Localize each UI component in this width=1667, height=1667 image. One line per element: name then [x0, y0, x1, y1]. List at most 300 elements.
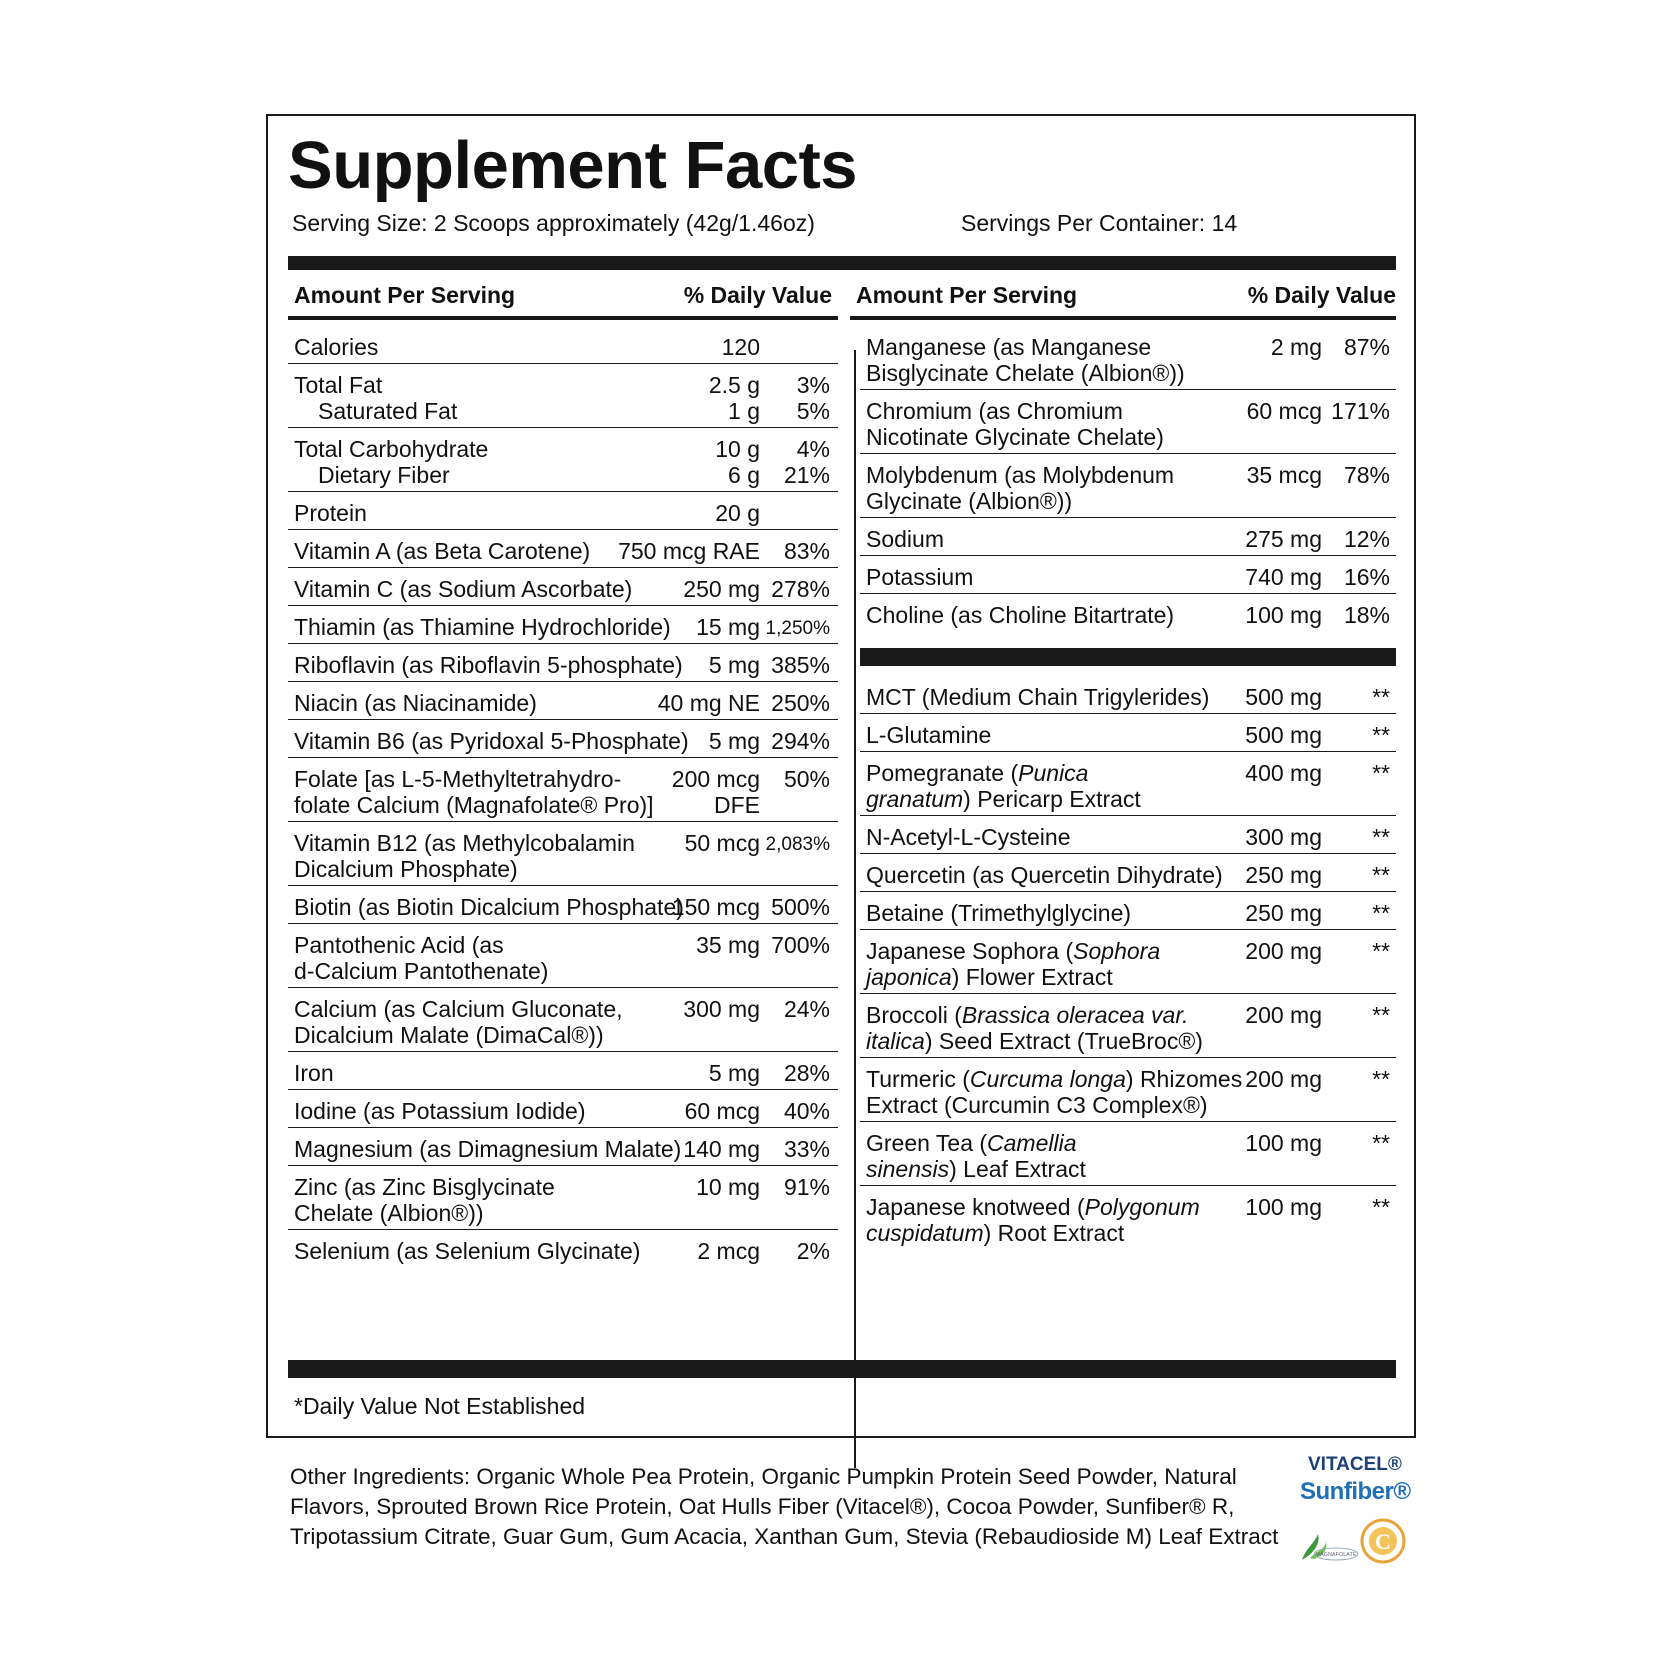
nutrient-name-line: Niacin (as Niacinamide)	[294, 690, 537, 716]
nutrient-amount-line: 2.5 g	[708, 372, 760, 398]
daily-value-line: **	[1372, 1194, 1390, 1220]
nutrient-amount-line: 15 mg	[696, 614, 760, 640]
nutrient-row	[860, 752, 1396, 816]
nutrient-amount	[1247, 398, 1322, 424]
nutrient-amount	[672, 894, 760, 920]
nutrient-amount-line: 200 mg	[1245, 1002, 1322, 1028]
nutrient-row	[860, 326, 1396, 390]
nutrient-name	[294, 690, 537, 716]
nutrient-name-line: Iodine (as Potassium Iodide)	[294, 1098, 586, 1124]
nutrient-name	[866, 900, 1131, 926]
nutrient-name-line: Saturated Fat	[318, 398, 458, 424]
nutrient-name	[866, 1066, 1242, 1118]
nutrient-row	[288, 822, 838, 886]
nutrient-amount-line: 100 mg	[1245, 1130, 1322, 1156]
nutrient-amount-line: 500 mg	[1245, 722, 1322, 748]
magnafolate-logo-text: MAGNAFOLATE	[1315, 1552, 1357, 1558]
daily-value-line: 28%	[783, 1060, 830, 1086]
nutrient-amount-line: 140 mg	[683, 1136, 760, 1162]
daily-value-line: 5%	[796, 398, 830, 424]
nutrient-row	[288, 364, 838, 428]
nutrient-row	[288, 606, 838, 644]
nutrient-row	[288, 1052, 838, 1090]
nutrient-daily-value	[1331, 398, 1390, 424]
nutrient-row	[860, 930, 1396, 994]
daily-value-line: 24%	[783, 996, 830, 1022]
nutrient-row	[860, 676, 1396, 714]
nutrient-amount	[1245, 1194, 1322, 1220]
nutrient-name-line: Green Tea (Camellia	[866, 1130, 1077, 1156]
daily-value-line: **	[1372, 900, 1390, 926]
nutrient-name-line: Sodium	[866, 526, 944, 552]
nutrient-name	[294, 1060, 334, 1086]
other-ingredients	[290, 1462, 1279, 1552]
nutrient-row	[860, 518, 1396, 556]
nutrient-amount-line: 40 mg NE	[657, 690, 760, 716]
nutrient-amount-line: 500 mg	[1245, 684, 1322, 710]
nutrient-name-line: japonica) Flower Extract	[866, 964, 1113, 990]
svg-text:C: C	[1375, 1529, 1391, 1554]
nutrient-amount-line: 250 mg	[1245, 900, 1322, 926]
nutrient-daily-value	[766, 832, 830, 858]
nutrient-daily-value	[1372, 1130, 1390, 1156]
nutrient-daily-value	[771, 932, 830, 958]
nutrient-name	[294, 652, 683, 678]
nutrient-amount	[709, 728, 760, 754]
nutrient-name	[294, 830, 635, 882]
nutrient-name-line: Riboflavin (as Riboflavin 5-phosphate)	[294, 652, 683, 678]
nutrient-daily-value	[1344, 526, 1390, 552]
nutrient-amount	[618, 538, 760, 564]
nutrient-amount-line: 60 mcg	[1246, 398, 1322, 424]
nutrient-amount-line: 740 mg	[1245, 564, 1322, 590]
nutrient-daily-value	[784, 538, 830, 564]
nutrient-row	[288, 492, 838, 530]
nutrient-amount	[1245, 564, 1322, 590]
nutrient-row	[860, 454, 1396, 518]
nutrient-amount	[683, 576, 760, 602]
nutrient-daily-value	[1344, 334, 1390, 360]
nutrient-daily-value	[1372, 862, 1390, 888]
left-nutrient-list	[288, 326, 838, 1268]
nutrient-name	[866, 564, 973, 590]
nutrient-amount-line: 2 mcg	[697, 1238, 760, 1264]
nutrient-row	[860, 1122, 1396, 1186]
nutrient-row	[860, 854, 1396, 892]
nutrient-amount-line: 6 g	[728, 462, 760, 488]
nutrient-daily-value	[784, 1174, 830, 1200]
nutrient-name	[294, 1238, 640, 1264]
daily-value-line: 294%	[771, 728, 830, 754]
nutrient-daily-value	[771, 894, 830, 920]
daily-value-line: **	[1372, 722, 1390, 748]
nutrient-name	[866, 938, 1160, 990]
nutrient-row	[860, 390, 1396, 454]
nutrient-row	[860, 1186, 1396, 1250]
nutrient-name-line: Zinc (as Zinc Bisglycinate	[294, 1174, 555, 1200]
nutrient-amount-line: 300 mg	[683, 996, 760, 1022]
nutrient-name-line: MCT (Medium Chain Trigylerides)	[866, 684, 1210, 710]
nutrient-row	[288, 1166, 838, 1230]
nutrient-daily-value	[1372, 760, 1390, 786]
daily-value-line: 2,083%	[765, 834, 830, 855]
nutrient-amount-line: 10 g	[715, 436, 760, 462]
nutrient-daily-value	[797, 372, 830, 424]
nutrient-name-line: Chromium (as Chromium	[866, 398, 1123, 424]
nutrient-name	[294, 932, 548, 984]
nutrient-amount-line: 2 mg	[1270, 334, 1322, 360]
nutrient-amount	[709, 1060, 760, 1086]
nutrient-amount-line: 750 mcg RAE	[618, 538, 760, 564]
nutrient-name	[294, 1136, 681, 1162]
nutrient-amount	[1245, 824, 1322, 850]
nutrient-amount-line: 150 mcg	[671, 894, 760, 920]
nutrient-name	[294, 728, 689, 754]
serving-size: Serving Size: 2 Scoops approximately (42g/1.46oz)	[292, 210, 815, 236]
nutrient-amount	[1245, 760, 1322, 786]
vitacel-logo: VITACEL®	[1308, 1454, 1402, 1475]
nutrient-name-line: Chelate (Albion®))	[294, 1200, 484, 1226]
nutrient-amount-line: 250 mg	[1245, 862, 1322, 888]
nutrient-amount	[722, 334, 760, 360]
nutrient-amount	[1245, 1130, 1322, 1156]
nutrient-daily-value	[1372, 900, 1390, 926]
daily-value-line: **	[1372, 684, 1390, 710]
nutrient-name	[866, 760, 1141, 812]
panel-title: Supplement Facts	[288, 128, 858, 203]
nutrient-name-line: Calcium (as Calcium Gluconate,	[294, 996, 623, 1022]
nutrient-row	[288, 1090, 838, 1128]
nutrient-amount-line: 275 mg	[1245, 526, 1322, 552]
nutrient-name-line: Molybdenum (as Molybdenum	[866, 462, 1175, 488]
nutrient-row	[288, 720, 838, 758]
nutrient-name-line: Vitamin C (as Sodium Ascorbate)	[294, 576, 633, 602]
nutrient-daily-value	[784, 1098, 830, 1124]
nutrient-name-line: Iron	[294, 1060, 334, 1086]
nutrient-name-line: Folate [as L-5-Methyltetrahydro-	[294, 766, 622, 792]
nutrient-name	[866, 462, 1174, 514]
nutrient-amount	[1245, 526, 1322, 552]
nutrient-name	[866, 1130, 1086, 1182]
daily-value-line: 4%	[796, 436, 830, 462]
nutrient-amount	[696, 1174, 760, 1200]
sunfiber-logo: Sunfiber®	[1300, 1478, 1411, 1505]
nutrient-amount-line: 1 g	[728, 398, 760, 424]
amount-per-serving-heading: Amount Per Serving	[856, 282, 1078, 308]
daily-value-line: **	[1372, 760, 1390, 786]
nutrient-row	[860, 556, 1396, 594]
nutrient-name	[866, 684, 1209, 710]
daily-value-line: 21%	[783, 462, 830, 488]
nutrient-row	[860, 714, 1396, 752]
nutrient-name	[294, 996, 623, 1048]
nutrient-row	[288, 568, 838, 606]
nutrient-name	[294, 372, 457, 424]
nutrient-amount	[709, 652, 760, 678]
daily-value-line: 3%	[796, 372, 830, 398]
nutrient-name-line: Bisglycinate Chelate (Albion®))	[866, 360, 1185, 386]
ingredient-logos	[1296, 1454, 1411, 1584]
nutrient-name-line: L-Glutamine	[866, 722, 992, 748]
nutrient-daily-value	[1372, 824, 1390, 850]
nutrient-amount	[696, 614, 760, 640]
nutrient-name-line: d-Calcium Pantothenate)	[294, 958, 549, 984]
daily-value-line: 33%	[783, 1136, 830, 1162]
nutrient-name	[866, 526, 944, 552]
nutrient-name-line: folate Calcium (Magnafolate® Pro)]	[294, 792, 654, 818]
nutrient-daily-value	[784, 436, 830, 488]
nutrient-row	[288, 1128, 838, 1166]
nutrient-name-line: Dietary Fiber	[318, 462, 450, 488]
nutrient-amount	[1245, 900, 1322, 926]
nutrient-amount	[709, 372, 760, 424]
nutrient-daily-value	[1372, 1066, 1390, 1092]
nutrient-name-line: Protein	[294, 500, 367, 526]
nutrient-name	[294, 576, 632, 602]
nutrient-amount-line: 200 mg	[1245, 1066, 1322, 1092]
nutrient-name-line: Japanese knotweed (Polygonum	[866, 1194, 1200, 1220]
nutrient-row	[288, 644, 838, 682]
nutrient-amount	[1245, 684, 1322, 710]
nutrient-row	[288, 924, 838, 988]
nutrient-name-line: Betaine (Trimethylglycine)	[866, 900, 1132, 926]
daily-value-line: **	[1372, 1066, 1390, 1092]
other-ingredients-line: Tripotassium Citrate, Guar Gum, Gum Acacia, Xanthan Gum, Stevia (Rebaudioside M) Leaf Extract	[290, 1524, 1279, 1549]
nutrient-amount	[1245, 938, 1322, 964]
nutrient-name-line: Dicalcium Malate (DimaCal®))	[294, 1022, 604, 1048]
nutrient-name	[866, 334, 1185, 386]
daily-value-line: 700%	[771, 932, 830, 958]
nutrient-name-line: Biotin (as Biotin Dicalcium Phosphate)	[294, 894, 684, 920]
nutrient-row	[860, 816, 1396, 854]
nutrient-row	[288, 988, 838, 1052]
nutrient-daily-value	[1372, 938, 1390, 964]
nutrient-amount-line: 100 mg	[1245, 1194, 1322, 1220]
servings-per-container: Servings Per Container: 14	[961, 210, 1238, 236]
right-column-header	[850, 268, 1396, 320]
nutrient-daily-value	[784, 766, 830, 792]
nutrient-name	[866, 722, 991, 748]
nutrient-name-line: Nicotinate Glycinate Chelate)	[866, 424, 1164, 450]
nutrient-daily-value	[1344, 602, 1390, 628]
nutrient-row	[288, 682, 838, 720]
nutrient-amount-line: 60 mcg	[684, 1098, 760, 1124]
nutrient-amount-line: DFE	[714, 792, 760, 818]
nutrient-name-line: Pantothenic Acid (as	[294, 932, 504, 958]
nutrient-name	[294, 436, 488, 488]
nutrient-name-line: Vitamin A (as Beta Carotene)	[294, 538, 591, 564]
magnafolate-logo-icon	[1296, 1524, 1360, 1564]
nutrient-amount	[1271, 334, 1322, 360]
nutrient-amount-line: 5 mg	[708, 728, 760, 754]
nutrient-name	[294, 538, 590, 564]
nutrient-daily-value	[1372, 722, 1390, 748]
nutrient-daily-value	[771, 652, 830, 678]
nutrient-daily-value	[766, 616, 830, 642]
nutrient-row	[288, 530, 838, 568]
nutrient-daily-value	[784, 1060, 830, 1086]
nutrient-amount	[696, 932, 760, 958]
daily-value-line: 250%	[771, 690, 830, 716]
daily-value-line: 500%	[771, 894, 830, 920]
daily-value-line: 18%	[1343, 602, 1390, 628]
nutrient-amount	[1245, 602, 1322, 628]
nutrient-amount-line: 100 mg	[1245, 602, 1322, 628]
nutrient-amount-line: 250 mg	[683, 576, 760, 602]
nutrient-name-line: Selenium (as Selenium Glycinate)	[294, 1238, 641, 1264]
nutrient-name	[294, 334, 378, 360]
daily-value-heading: % Daily Value	[683, 282, 832, 308]
daily-value-line: 91%	[783, 1174, 830, 1200]
nutrient-name-line: Japanese Sophora (Sophora	[866, 938, 1161, 964]
nutrient-amount-line: 120	[721, 334, 760, 360]
nutrient-name	[294, 500, 367, 526]
nutrient-amount	[683, 996, 760, 1022]
nutrient-name-line: Vitamin B12 (as Methylcobalamin	[294, 830, 635, 856]
nutrient-row	[860, 994, 1396, 1058]
daily-value-line: 16%	[1343, 564, 1390, 590]
nutrient-name	[294, 894, 684, 920]
nutrient-name-line: Glycinate (Albion®))	[866, 488, 1073, 514]
column-divider	[854, 350, 856, 1468]
nutrient-name	[294, 1174, 555, 1226]
other-ingredients-line: Flavors, Sprouted Brown Rice Protein, Oat Hulls Fiber (Vitacel®), Cocoa Powder, Sunfiber® R,	[290, 1494, 1235, 1519]
nutrient-amount	[658, 690, 760, 716]
nutrient-amount	[1245, 722, 1322, 748]
nutrient-row	[288, 428, 838, 492]
supplement-facts-panel	[266, 114, 1416, 1438]
nutrient-row	[860, 1058, 1396, 1122]
nutrient-name-line: Pomegranate (Punica	[866, 760, 1089, 786]
nutrient-name	[294, 614, 671, 640]
daily-value-line: 87%	[1343, 334, 1390, 360]
nutrient-name	[866, 862, 1223, 888]
nutrient-row	[860, 594, 1396, 632]
nutrient-amount	[1247, 462, 1322, 488]
daily-value-line: 12%	[1343, 526, 1390, 552]
nutrient-name-line: Quercetin (as Quercetin Dihydrate)	[866, 862, 1223, 888]
nutrient-name-line: Dicalcium Phosphate)	[294, 856, 518, 882]
amount-per-serving-heading: Amount Per Serving	[294, 282, 516, 308]
nutrient-name-line: Thiamin (as Thiamine Hydrochloride)	[294, 614, 671, 640]
nutrient-amount	[715, 436, 760, 488]
nutrient-name-line: Turmeric (Curcuma longa) Rhizomes	[866, 1066, 1243, 1092]
nutrient-row	[288, 758, 838, 822]
nutrient-amount	[683, 1136, 760, 1162]
nutrient-daily-value	[771, 690, 830, 716]
nutrient-row	[860, 892, 1396, 930]
daily-value-line: 278%	[771, 576, 830, 602]
curcumin-c3-logo-icon	[1360, 1518, 1406, 1564]
nutrient-name-line: Vitamin B6 (as Pyridoxal 5-Phosphate)	[294, 728, 689, 754]
nutrient-name-line: Broccoli (Brassica oleracea var.	[866, 1002, 1189, 1028]
daily-value-line: 83%	[783, 538, 830, 564]
nutrient-row	[288, 1230, 838, 1268]
nutrient-name-line: Choline (as Choline Bitartrate)	[866, 602, 1175, 628]
nutrient-name-line: Potassium	[866, 564, 974, 590]
nutrient-name	[866, 1002, 1203, 1054]
nutrient-daily-value	[1372, 1002, 1390, 1028]
daily-value-line: 2%	[796, 1238, 830, 1264]
nutrient-name	[866, 1194, 1200, 1246]
nutrient-amount-line: 35 mcg	[1246, 462, 1322, 488]
right-nutrient-list	[860, 326, 1396, 1250]
left-column-header	[288, 268, 838, 320]
nutrient-name	[294, 766, 654, 818]
nutrient-amount-line: 300 mg	[1245, 824, 1322, 850]
nutrient-amount	[685, 1098, 760, 1124]
nutrient-amount	[1245, 1002, 1322, 1028]
nutrient-name	[866, 398, 1164, 450]
nutrient-row	[288, 326, 838, 364]
nutrient-daily-value	[1372, 1194, 1390, 1220]
nutrient-name-line: Magnesium (as Dimagnesium Malate)	[294, 1136, 682, 1162]
daily-value-line: 171%	[1331, 398, 1390, 424]
nutrient-amount-line: 10 mg	[696, 1174, 760, 1200]
nutrient-name-line: italica) Seed Extract (TrueBroc®)	[866, 1028, 1203, 1054]
daily-value-line: 50%	[783, 766, 830, 792]
footnote: *Daily Value Not Established	[294, 1393, 586, 1419]
nutrient-amount-line: 50 mcg	[684, 830, 760, 856]
nutrient-amount-line: 20 g	[715, 500, 760, 526]
daily-value-line: **	[1372, 938, 1390, 964]
nutrient-name-line: Calories	[294, 334, 379, 360]
nutrient-amount-line: 35 mg	[696, 932, 760, 958]
bottom-thick-bar	[288, 1360, 1396, 1378]
nutrient-name	[866, 824, 1071, 850]
daily-value-line: **	[1372, 1130, 1390, 1156]
daily-value-line: **	[1372, 1002, 1390, 1028]
nutrient-amount	[697, 1238, 760, 1264]
nutrient-amount-line: 5 mg	[708, 1060, 760, 1086]
nutrient-name-line: Total Carbohydrate	[294, 436, 489, 462]
nutrient-daily-value	[771, 728, 830, 754]
other-ingredients-line: Other Ingredients: Organic Whole Pea Protein, Organic Pumpkin Protein Seed Powder, Natural	[290, 1464, 1237, 1489]
nutrient-daily-value	[1344, 462, 1390, 488]
nutrient-amount	[1245, 862, 1322, 888]
nutrient-name	[866, 602, 1174, 628]
nutrient-amount-line: 200 mg	[1245, 938, 1322, 964]
nutrient-name-line: N-Acetyl-L-Cysteine	[866, 824, 1071, 850]
nutrient-amount-line: 200 mcg	[671, 766, 760, 792]
nutrient-name-line: cuspidatum) Root Extract	[866, 1220, 1125, 1246]
daily-value-line: 385%	[771, 652, 830, 678]
daily-value-line: 78%	[1343, 462, 1390, 488]
nutrient-daily-value	[797, 1238, 830, 1264]
section-divider-bar	[860, 648, 1396, 666]
nutrient-amount	[672, 766, 760, 818]
nutrient-name-line: sinensis) Leaf Extract	[866, 1156, 1086, 1182]
daily-value-line: **	[1372, 862, 1390, 888]
nutrient-daily-value	[784, 996, 830, 1022]
nutrient-daily-value	[1372, 684, 1390, 710]
nutrient-name	[294, 1098, 586, 1124]
nutrient-daily-value	[784, 1136, 830, 1162]
nutrient-daily-value	[771, 576, 830, 602]
daily-value-heading: % Daily Value	[1247, 282, 1396, 308]
daily-value-line: 1,250%	[765, 618, 830, 639]
nutrient-row	[288, 886, 838, 924]
nutrient-amount	[1245, 1066, 1322, 1092]
daily-value-line: **	[1372, 824, 1390, 850]
nutrient-name-line: Extract (Curcumin C3 Complex®)	[866, 1092, 1208, 1118]
nutrient-name-line: Manganese (as Manganese	[866, 334, 1152, 360]
daily-value-line: 40%	[783, 1098, 830, 1124]
nutrient-amount	[685, 830, 760, 856]
nutrient-name-line: Total Fat	[294, 372, 383, 398]
nutrient-amount-line: 400 mg	[1245, 760, 1322, 786]
nutrient-amount	[715, 500, 760, 526]
